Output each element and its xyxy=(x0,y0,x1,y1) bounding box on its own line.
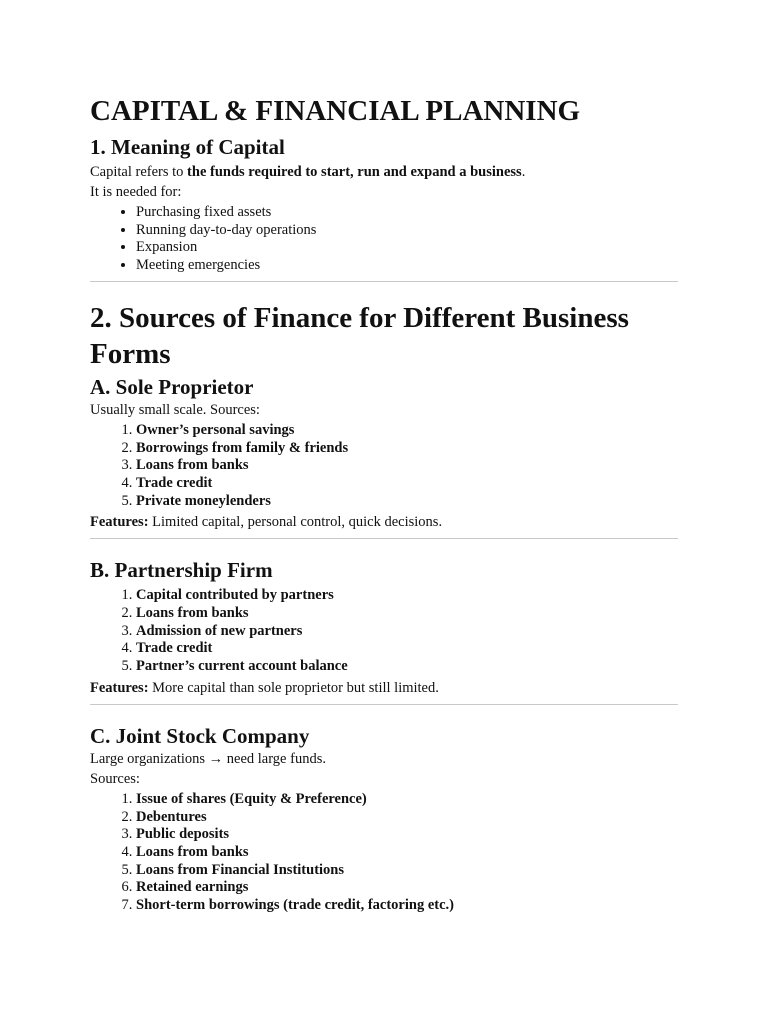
needed-for-label: It is needed for: xyxy=(90,184,182,200)
list-item: 4. Trade credit xyxy=(136,475,678,493)
list-item: 2. Debentures xyxy=(136,809,678,827)
list-item: 5. Private moneylenders xyxy=(136,493,678,511)
sole-features xyxy=(90,512,678,532)
section-sources-of-finance xyxy=(90,300,678,915)
list-item: 1. Capital contributed by partners xyxy=(136,587,678,605)
company-heading: C. Joint Stock Company xyxy=(90,723,310,748)
list-item: 3. Admission of new partners xyxy=(136,623,678,641)
section1-intro xyxy=(90,162,678,182)
intro-bold: the funds required to start, run and expand a business xyxy=(187,164,522,180)
list-item: 2. Borrowings from family & friends xyxy=(136,440,678,458)
list-item: 4. Trade credit xyxy=(136,640,678,658)
section-meaning-of-capital xyxy=(90,134,678,282)
list-item: 1. Issue of shares (Equity & Preference) xyxy=(136,791,678,809)
sole-intro: Usually small scale. Sources: xyxy=(90,401,260,418)
features-text: Limited capital, personal control, quick decisions. xyxy=(148,514,443,531)
list-item: 5. Partner’s current account balance xyxy=(136,658,678,676)
needed-for-list xyxy=(90,204,678,275)
list-item: • Expansion xyxy=(136,239,678,257)
list-item: 6. Retained earnings xyxy=(136,879,678,897)
list-item: • Running day-to-day operations xyxy=(136,222,678,240)
subsection-partnership-firm xyxy=(90,557,678,705)
subsection-joint-stock-company xyxy=(90,723,678,915)
list-item: 5. Loans from Financial Institutions xyxy=(136,862,678,880)
divider xyxy=(90,704,678,705)
sole-sources-list xyxy=(90,422,678,511)
list-item: 3. Public deposits xyxy=(136,826,678,844)
list-item: • Purchasing fixed assets xyxy=(136,204,678,222)
divider xyxy=(90,281,678,282)
section1-heading: 1. Meaning of Capital xyxy=(90,135,285,159)
features-text: More capital than sole proprietor but still limited. xyxy=(148,679,439,696)
document-title: CAPITAL & FINANCIAL PLANNING xyxy=(90,95,581,127)
list-item: • Meeting emergencies xyxy=(136,257,678,275)
list-item: 4. Loans from banks xyxy=(136,844,678,862)
partnership-features xyxy=(90,678,678,698)
partnership-sources-list xyxy=(90,587,678,676)
section2-heading: 2. Sources of Finance for Different Business Forms xyxy=(90,301,629,370)
subsection-sole-proprietor xyxy=(90,374,678,540)
features-label: Features: xyxy=(90,679,149,696)
company-intro: Large organizations → need large funds. xyxy=(90,750,326,767)
sole-heading: A. Sole Proprietor xyxy=(90,374,254,399)
partnership-heading: B. Partnership Firm xyxy=(90,558,273,583)
divider xyxy=(90,538,678,539)
company-sources-list xyxy=(90,791,678,915)
list-item: 1. Owner’s personal savings xyxy=(136,422,678,440)
company-sources-label: Sources: xyxy=(90,770,140,787)
list-item: 2. Loans from banks xyxy=(136,605,678,623)
features-label: Features: xyxy=(90,514,149,531)
intro-suffix: . xyxy=(521,164,526,180)
list-item: 7. Short-term borrowings (trade credit, factoring etc.) xyxy=(136,897,678,915)
intro-prefix: Capital refers to xyxy=(90,164,188,180)
list-item: 3. Loans from banks xyxy=(136,457,678,475)
